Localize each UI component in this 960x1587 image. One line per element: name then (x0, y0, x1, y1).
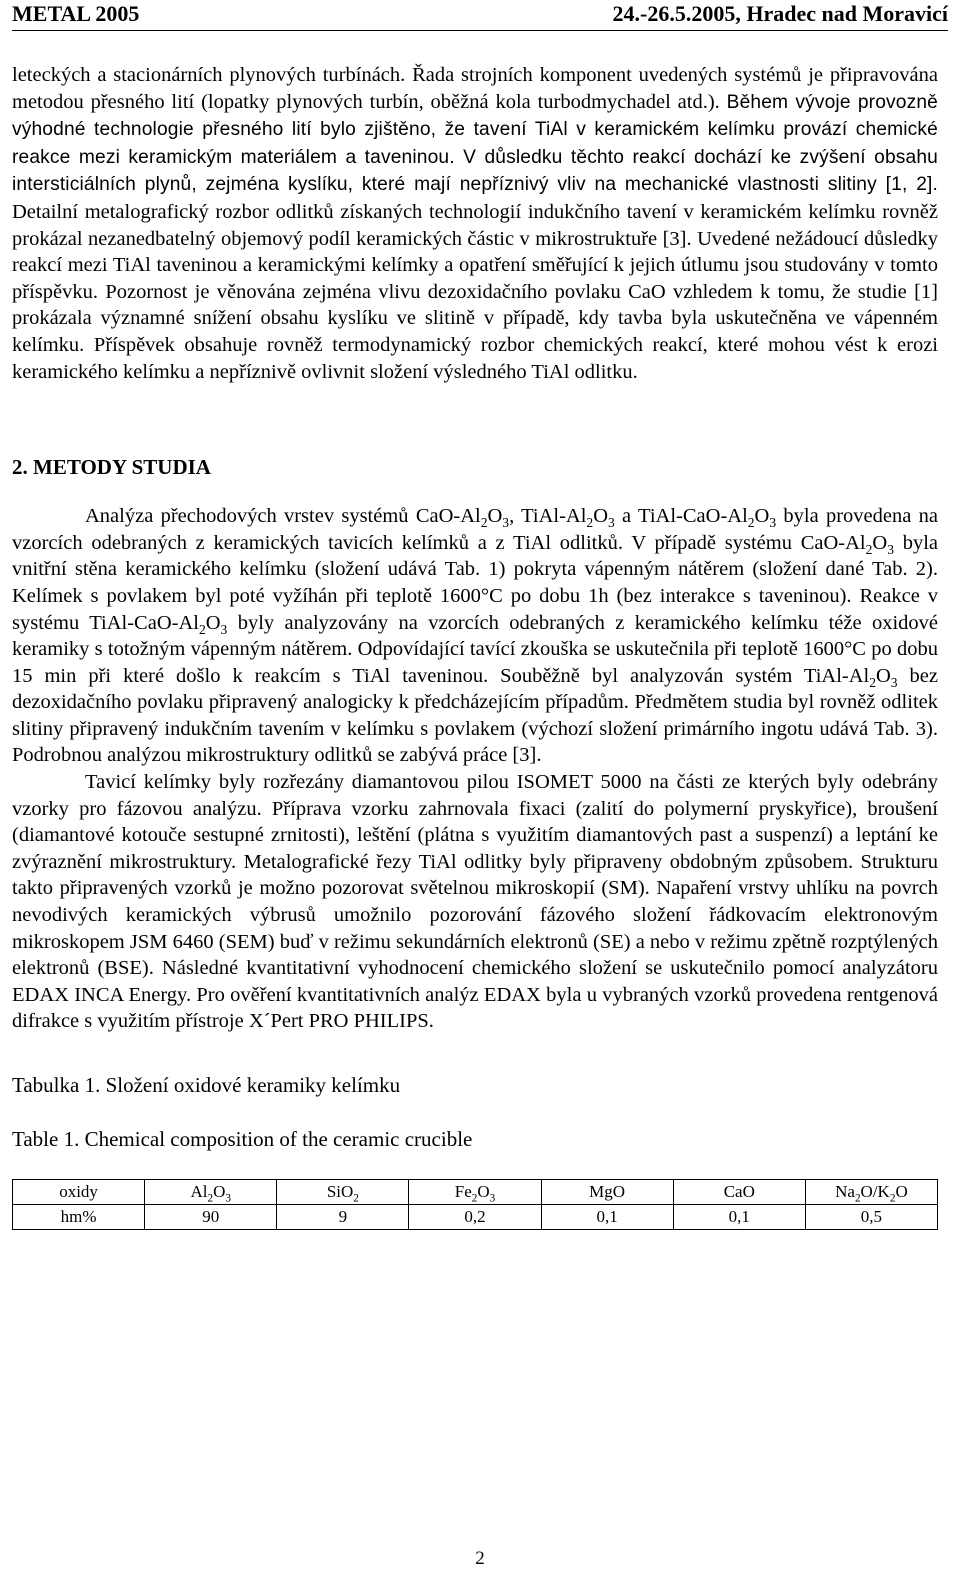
intro-text-1: leteckých a stacionárních plynových turbínách. Řada strojních komponent uvedených systémů je připravována metodou přesného lití (lopatky plynových turbín, oběžná kola turbodmychadel atd.). (12, 64, 938, 113)
intro-paragraph (12, 62, 938, 385)
intro-text-3: Detailní metalografický rozbor odlitků získaných technologií indukčního tavení v keramickém kelímku rovněž prokázal nezanedbatelný objemový podíl keramických částic v mikrostruktuře [3]. Uvedené nežádoucí důsledky reakcí mezi TiAl taveninou a keramickými kelímky a opatření směřující k jejich útlumu jsou studovány v tomto příspěvku. Pozornost je věnována zejména vlivu dezoxidačního povlaku CaO vzhledem k tomu, že studie [1] prokázala významné snížení obsahu kyslíku ve slitině v případě, kdy tavba byla uskutečněna ve vápenném kelímku. Příspěvek obsahuje rovněž termodynamický rozbor chemických reakcí, které mohou vést k erozi keramického kelímku a nepříznivě ovlivnit složení výsledného TiAl odlitku. (12, 200, 938, 383)
table-cell: 0,1 (673, 1205, 805, 1230)
methods-paragraph-1: Analýza přechodových vrstev systémů CaO-$Al_2O_3$, TiAl-$Al_2O_3$ a TiAl-$CaO-Al_2O_3$ byla provedena na vzorcích odebraných z keramických tavicích kelímků a z TiAl odlitků. V případě systému CaO-$Al_2O_3$ byla vnitřní stěna keramického kelímku (složení udává Tab. 1) pokryta vápenným nátěrem (složení dané Tab. 2). Kelímek s povlakem byl poté vyžíhán při teplotě 1600°C po dobu 1h (bez interakce s taveninou). Reakce v systému TiAl-$CaO-Al_2O_3$ byly analyzovány na vzorcích odebraných z keramického kelímku téže oxidové keramiky s totožným vápenným nátěrem. Odpovídající tavící zkouška se uskutečnila při teplotě 1600°C po dobu 15 min při které došlo k reakcím s TiAl taveninou. Souběžně byl analyzován systém TiAl-$Al_2O_3$ bez dezoxidačního povlaku připravený analogicky k předcházejícím případům. Předmětem studia byl rovněž odlitek slitiny připravený indukčním tavením v kelímku s povlakem (výchozí složení primárního ingotu udává Tab. 3). Podrobnou analýzou mikrostruktury odlitků se zabývá práce [3]. (12, 505, 938, 767)
table-caption-english: Table 1. Chemical composition of the ceramic crucible (12, 1127, 473, 1151)
composition-table (12, 1179, 938, 1230)
table-caption-czech: Tabulka 1. Složení oxidové keramiky kelímku (12, 1073, 401, 1097)
table-cell: hm% (13, 1205, 145, 1230)
table-header-row (13, 1180, 938, 1205)
page-number: 2 (475, 1548, 485, 1569)
table-cell: 0,5 (805, 1205, 937, 1230)
table-header-cell: MgO (541, 1180, 673, 1205)
table-cell: 9 (277, 1205, 409, 1230)
table-header-cell: $Fe_2O_3$ (409, 1180, 541, 1205)
table-header-cell: $Al_2O_3$ (145, 1180, 277, 1205)
table-cell: 90 (145, 1205, 277, 1230)
conference-date-place: 24.-26.5.2005, Hradec nad Moravicí (612, 1, 948, 26)
page-header (12, 0, 948, 31)
table-header-cell: CaO (673, 1180, 805, 1205)
intro-text-2: Během vývoje provozně výhodné technologie přesného lití bylo zjištěno, že tavení TiAl v keramickém kelímku provází chemické reakce mezi keramickým materiálem a taveninou. V důsledku těchto reakcí dochází ke zvýšení obsahu intersticiálních plynů, zejména kyslíku, které mají nepříznivý vliv na mechanické vlastnosti slitiny [1, 2]. (12, 91, 938, 196)
table-header-cell: SiO$_2$ (277, 1180, 409, 1205)
conference-name: METAL 2005 (12, 1, 140, 26)
table-cell: 0,1 (541, 1205, 673, 1230)
section-heading: 2. METODY STUDIA (12, 455, 211, 480)
methods-paragraph-2: Tavicí kelímky byly rozřezány diamantovou pilou ISOMET 5000 na části ze kterých byly odebrány vzorky pro fázovou analýzu. Příprava vzorku zahrnovala fixaci (zalití do polymerní pryskyřice), broušení (diamantové kotouče sestupné zrnitosti), leštění (plátna s využitím diamantových past a suspenzí) a leptání ke zvýraznění mikrostruktury. Metalografické řezy TiAl odlitky byly připraveny obdobným způsobem. Strukturu takto připravených vzorků je možno pozorovat světelnou mikroskopií (SM). Napaření vrstvy uhlíku na povrch nevodivých keramických výbrusů umožnilo pozorování fázového složení řádkovacím elektronovým mikroskopem JSM 6460 (SEM) buď v režimu sekundárních elektronů (SE) a nebo v režimu zpětně rozptýlených elektronů (BSE). Následné kvantitativní vyhodnocení chemického složení se uskutečnilo pomocí analyzátoru EDAX INCA Energy. Pro ověření kvantitativních analýz EDAX byla u vybraných vzorků provedena rentgenová difrakce s využitím přístroje X´Pert PRO PHILIPS. (12, 771, 938, 1033)
table-header-cell: $Na_2O/K_2O$ (805, 1180, 937, 1205)
table-header-cell: oxidy (13, 1180, 145, 1205)
table-row (13, 1205, 938, 1230)
page-content (12, 62, 938, 1230)
table-cell: 0,2 (409, 1205, 541, 1230)
